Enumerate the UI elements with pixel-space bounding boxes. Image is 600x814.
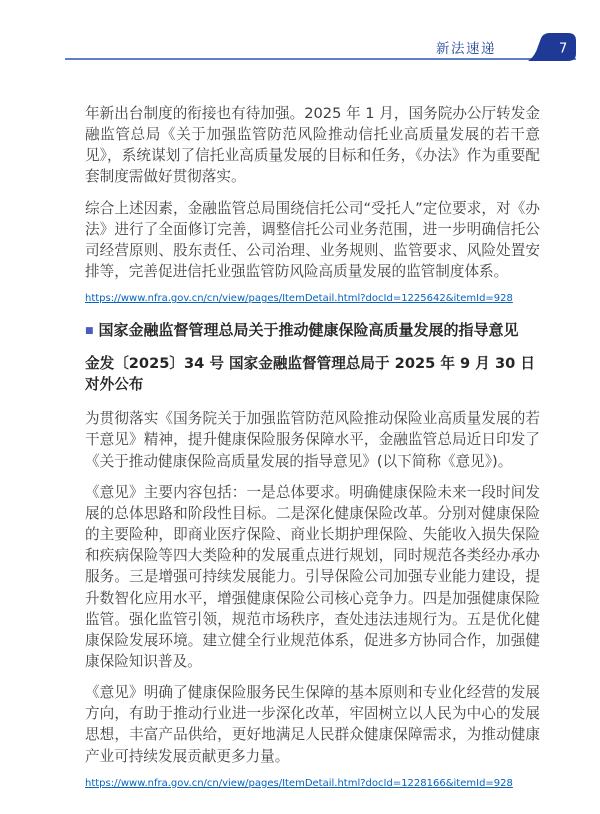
health-paragraph-1: 为贯彻落实《国务院关于加强监管防范风险推动保险业高质量发展的若干意见》精神，提升健康保险服务保障水平，金融监管总局近日印发了《关于推动健康保险高质量发展的指导意见》(以下简称《意见》)。 <box>85 410 540 470</box>
page-number: 7 <box>559 41 568 57</box>
square-bullet-icon: ■ <box>85 326 94 337</box>
health-article-title <box>85 320 540 340</box>
health-paragraph-2: 《意见》主要内容包括：一是总体要求。明确健康保险未来一段时间发展的总体思路和阶段性目标。二是深化健康保险改革。分别对健康保险的主要险种，即商业医疗保险、商业长期护理保险、失能收入损失保险和疾病保险等四大类险种的发展重点进行规划，同时规范各类经办承办服务。三是增强可持续发展能力。引导保险公司加强专业能力建设，提升数智化应用水平，增强健康保险公司核心竞争力。四是加强健康保险监管。强化监管引领，规范市场秩序，查处违法违规行为。五是优化健康保险发展环境。建立健全行业规范体系，促进多方协同合作，加强健康保险知识普及。 <box>85 483 540 670</box>
health-paragraph-3: 《意见》明确了健康保险服务民生保障的基本原则和专业化经营的发展方向，有助于推动行业进一步深化改革，牢固树立以人民为中心的发展思想，丰富产品供给，更好地满足人民群众健康保障需求，为推动健康产业可持续发展贡献更多力量。 <box>85 684 540 765</box>
content-column <box>85 103 540 805</box>
page-badge-shape <box>528 33 576 61</box>
health-source-link-line <box>85 777 540 790</box>
health-source-link[interactable]: https://www.nfra.gov.cn/cn/view/pages/ItemDetail.html?docId=1228166&itemId=928 <box>85 777 513 789</box>
header-section-label: 新法速递 <box>436 41 496 57</box>
trust-paragraph-1: 年新出台制度的衔接也有待加强。2025 年 1 月，国务院办公厅转发金融监管总局《关于加强监管防范风险推动信托业高质量发展的若干意见》，系统谋划了信托业高质量发展的目标和任务，《办法》作为重要配套制度需做好贯彻落实。 <box>85 105 540 186</box>
trust-paragraph-2: 综合上述因素，金融监管总局围绕信托公司“受托人”定位要求，对《办法》进行了全面修订完善，调整信托公司业务范围，进一步明确信托公司经营原则、股东责任、公司治理、业务规则、监管要求、风险处置安排等，完善促进信托业强监管防风险高质量发展的监管制度体系。 <box>85 199 540 281</box>
trust-source-link[interactable]: https://www.nfra.gov.cn/cn/view/pages/ItemDetail.html?docId=1225642&itemId=928 <box>85 293 513 305</box>
header-rule <box>65 58 576 60</box>
page-number-badge <box>528 33 576 61</box>
health-article-title-text: 国家金融监督管理总局关于推动健康保险高质量发展的指导意见 <box>98 321 519 340</box>
trust-source-link-line <box>85 292 540 305</box>
health-doc-number-line: 金发〔2025〕34 号 国家金融监督管理总局于 2025 年 9 月 30 日对外公布 <box>85 354 535 394</box>
